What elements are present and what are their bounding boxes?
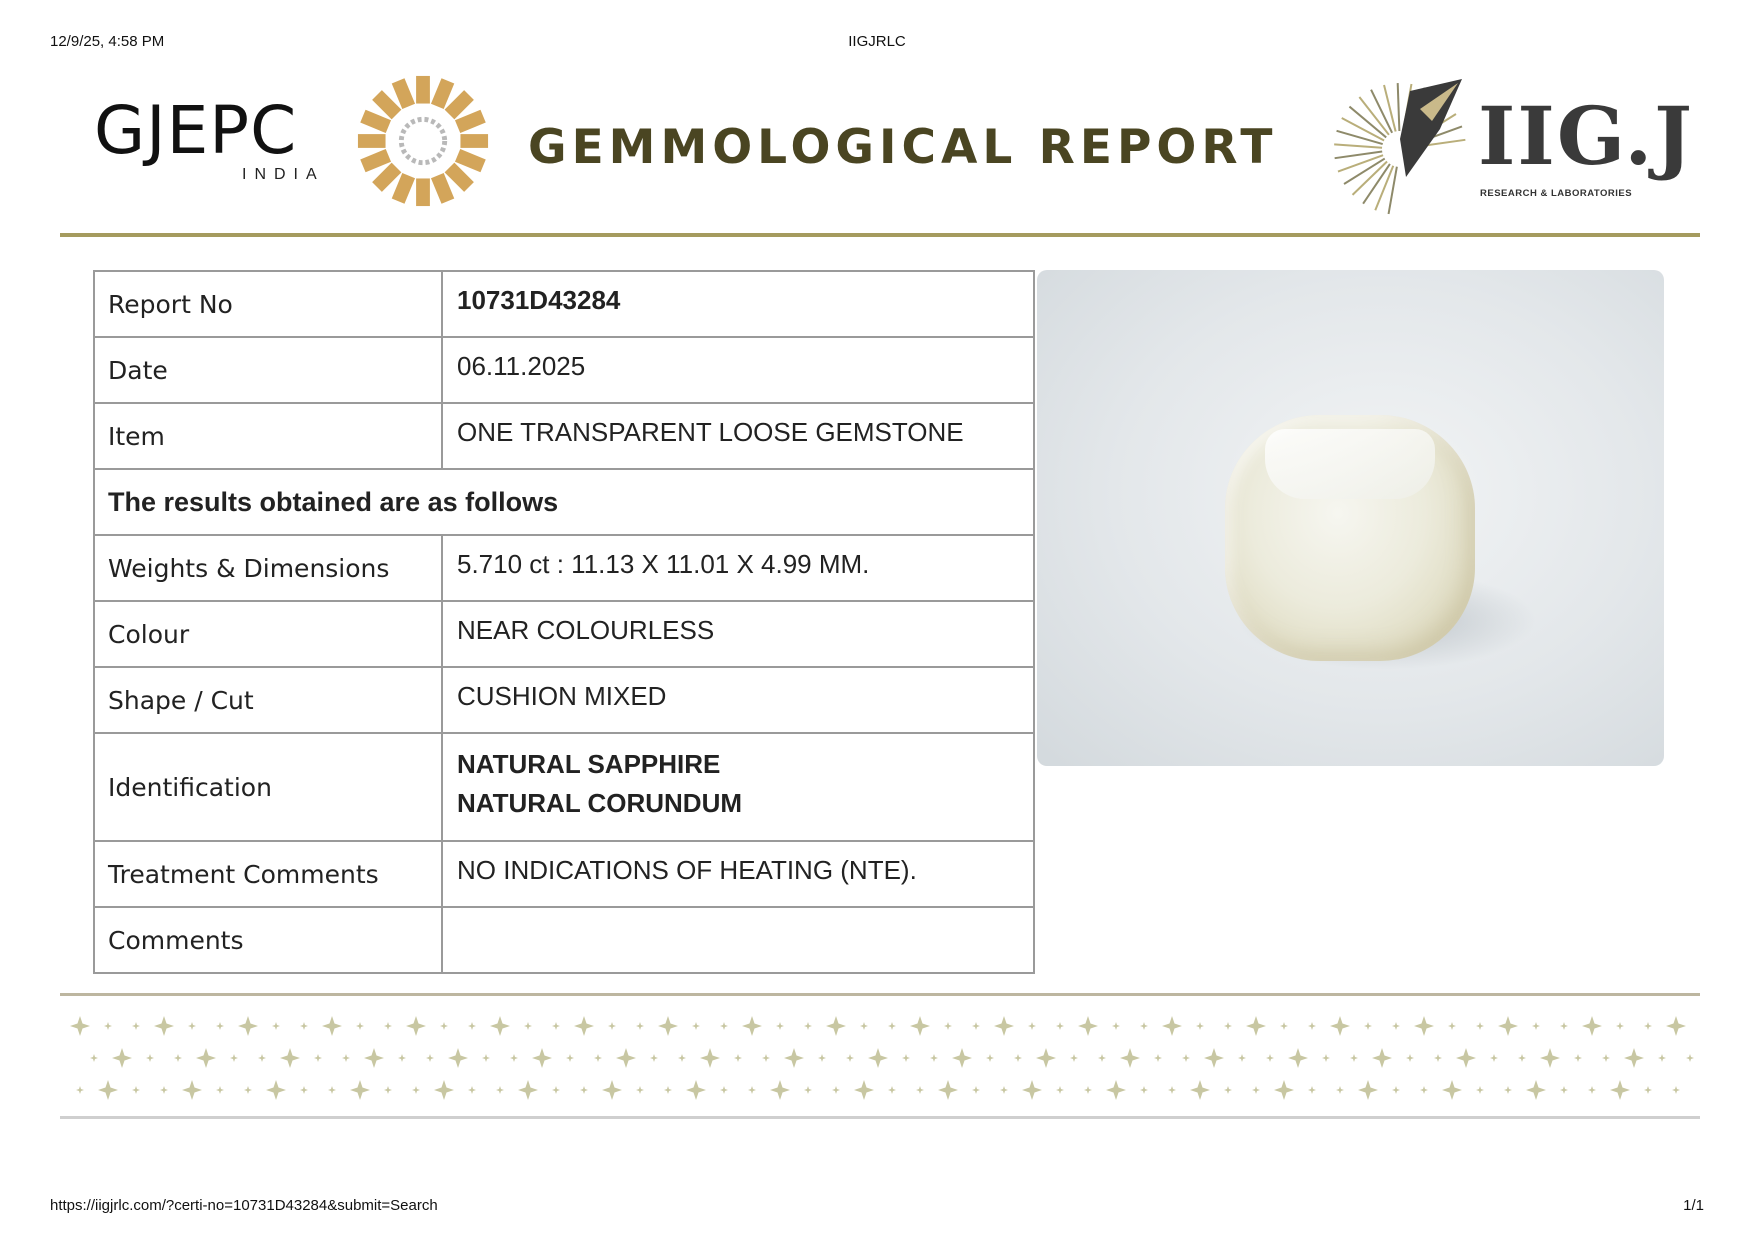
sparkle-mark <box>770 1080 790 1100</box>
sparkle-mark <box>1414 1016 1434 1036</box>
sparkle-mark <box>986 1054 994 1062</box>
report-no-label: Report No <box>94 271 442 337</box>
sparkle-mark <box>748 1086 756 1094</box>
sparkle-mark <box>1490 1054 1498 1062</box>
sparkle-mark <box>854 1080 874 1100</box>
sparkle-mark <box>146 1054 154 1062</box>
sparkle-mark <box>1406 1054 1414 1062</box>
sparkle-mark <box>552 1022 560 1030</box>
sparkle-mark <box>1610 1080 1630 1100</box>
sparkle-mark <box>1308 1086 1316 1094</box>
sparkle-mark <box>650 1054 658 1062</box>
sparkle-mark <box>1084 1086 1092 1094</box>
item-value: ONE TRANSPARENT LOOSE GEMSTONE <box>442 403 1034 469</box>
sparkle-mark <box>1448 1022 1456 1030</box>
sparkle-mark <box>216 1022 224 1030</box>
sparkle-mark <box>678 1054 686 1062</box>
sparkle-mark <box>90 1054 98 1062</box>
sparkle-mark <box>1582 1016 1602 1036</box>
sparkle-mark <box>434 1080 454 1100</box>
sparkle-mark <box>230 1054 238 1062</box>
sparkle-mark <box>1238 1054 1246 1062</box>
sparkle-mark <box>1658 1054 1666 1062</box>
sparkle-mark <box>602 1080 622 1100</box>
sparkle-mark <box>112 1048 132 1068</box>
iigj-logo-word: IIG.J <box>1478 89 1695 183</box>
comments-value <box>442 907 1034 973</box>
sparkle-mark <box>636 1022 644 1030</box>
shape-cut-value: CUSHION MIXED <box>442 667 1034 733</box>
sparkle-mark <box>1224 1022 1232 1030</box>
sparkle-mark <box>76 1086 84 1094</box>
sparkle-mark <box>1504 1086 1512 1094</box>
sparkle-mark <box>440 1022 448 1030</box>
table-row <box>94 841 1034 907</box>
sparkle-mark <box>132 1022 140 1030</box>
sparkle-mark <box>742 1016 762 1036</box>
sparkle-mark <box>266 1080 286 1100</box>
sparkle-mark <box>972 1022 980 1030</box>
sparkle-mark <box>1392 1022 1400 1030</box>
iigj-logo-sub: RESEARCH & LABORATORIES <box>1480 188 1633 199</box>
sparkle-mark <box>1616 1022 1624 1030</box>
sparkle-mark <box>328 1086 336 1094</box>
sparkle-mark <box>734 1054 742 1062</box>
gemstone-facet <box>1265 429 1435 499</box>
date-value: 06.11.2025 <box>442 337 1034 403</box>
shape-cut-label: Shape / Cut <box>94 667 442 733</box>
sparkle-mark <box>1644 1086 1652 1094</box>
sparkle-mark <box>174 1054 182 1062</box>
sparkle-mark <box>1308 1022 1316 1030</box>
sparkle-mark <box>216 1086 224 1094</box>
table-row <box>94 271 1034 337</box>
sparkle-mark <box>314 1054 322 1062</box>
sparkle-mark <box>594 1054 602 1062</box>
sparkle-mark <box>356 1022 364 1030</box>
gjepc-logo-sub: INDIA <box>242 166 325 183</box>
gjepc-logo-word: GJEPC <box>94 92 298 169</box>
sparkle-mark <box>762 1054 770 1062</box>
sparkle-mark <box>720 1086 728 1094</box>
sparkle-mark <box>1022 1080 1042 1100</box>
sparkle-mark <box>888 1022 896 1030</box>
sparkle-mark <box>1162 1016 1182 1036</box>
sparkle-mark <box>1322 1054 1330 1062</box>
sparkle-mark <box>1456 1048 1476 1068</box>
item-label: Item <box>94 403 442 469</box>
sparkle-mark <box>930 1054 938 1062</box>
sparkle-mark <box>1196 1022 1204 1030</box>
sparkle-mark <box>532 1048 552 1068</box>
sparkle-mark <box>832 1086 840 1094</box>
sparkle-mark <box>1106 1080 1126 1100</box>
treatment-comments-value: NO INDICATIONS OF HEATING (NTE). <box>442 841 1034 907</box>
sun-ray <box>416 76 430 104</box>
sparkle-mark <box>300 1086 308 1094</box>
sparkle-mark <box>1288 1048 1308 1068</box>
burst-ray <box>1398 83 1400 131</box>
table-row <box>94 535 1034 601</box>
sparkle-mark <box>1190 1080 1210 1100</box>
header-divider <box>60 233 1700 237</box>
sparkle-mark <box>818 1054 826 1062</box>
sparkle-mark <box>1574 1054 1582 1062</box>
sparkle-mark <box>1358 1080 1378 1100</box>
sparkle-mark <box>1028 1022 1036 1030</box>
burst-ray <box>1353 162 1388 195</box>
identification-line-1: NATURAL SAPPHIRE <box>457 749 721 779</box>
identification-line-2: NATURAL CORUNDUM <box>457 788 743 818</box>
weights-dimensions-label: Weights & Dimensions <box>94 535 442 601</box>
colour-label: Colour <box>94 601 442 667</box>
sparkle-mark <box>1420 1086 1428 1094</box>
print-url: https://iigjrlc.com/?certi-no=10731D43284&submit=Search <box>50 1197 438 1214</box>
sparkle-mark <box>1588 1086 1596 1094</box>
sparkle-mark <box>406 1016 426 1036</box>
sparkle-mark <box>524 1022 532 1030</box>
sparkle-mark <box>944 1022 952 1030</box>
sparkle-mark <box>1036 1048 1056 1068</box>
sparkle-mark <box>98 1080 118 1100</box>
sparkle-mark <box>1476 1086 1484 1094</box>
sparkle-mark <box>902 1054 910 1062</box>
sparkle-pattern-icon <box>60 996 1700 1116</box>
sparkle-mark <box>1336 1086 1344 1094</box>
sparkle-mark <box>1372 1048 1392 1068</box>
table-row <box>94 667 1034 733</box>
sparkle-mark <box>244 1086 252 1094</box>
identification-value <box>442 733 1034 841</box>
print-datetime: 12/9/25, 4:58 PM <box>50 33 165 50</box>
sparkle-mark <box>616 1048 636 1068</box>
sparkle-mark <box>1560 1022 1568 1030</box>
gjepc-sun-icon <box>354 72 492 210</box>
sun-ray <box>358 134 386 148</box>
sparkle-mark <box>518 1080 538 1100</box>
sparkle-mark <box>238 1016 258 1036</box>
sparkle-mark <box>398 1054 406 1062</box>
sparkle-mark <box>608 1022 616 1030</box>
sparkle-mark <box>700 1048 720 1068</box>
sparkle-mark <box>1532 1022 1540 1030</box>
sparkle-mark <box>1518 1054 1526 1062</box>
burst-ray <box>1384 85 1396 132</box>
sparkle-mark <box>1070 1054 1078 1062</box>
print-page-number: 1/1 <box>1683 1197 1704 1214</box>
gemstone-image <box>1225 415 1475 661</box>
sparkle-mark <box>342 1054 350 1062</box>
sparkle-mark <box>482 1054 490 1062</box>
print-site-title: IIGJRLC <box>848 33 906 50</box>
sparkle-mark <box>1442 1080 1462 1100</box>
sparkle-mark <box>784 1048 804 1068</box>
sparkle-mark <box>566 1054 574 1062</box>
table-row <box>94 601 1034 667</box>
page-title: GEMMOLOGICAL REPORT <box>528 120 1278 175</box>
sparkle-mark <box>132 1086 140 1094</box>
identification-label: Identification <box>94 733 442 841</box>
weights-dimensions-value: 5.710 ct : 11.13 X 11.01 X 4.99 MM. <box>442 535 1034 601</box>
date-label: Date <box>94 337 442 403</box>
sparkle-mark <box>1666 1016 1686 1036</box>
sparkle-mark <box>1112 1022 1120 1030</box>
sparkle-mark <box>1434 1054 1442 1062</box>
sparkle-mark <box>1224 1086 1232 1094</box>
sparkle-mark <box>1350 1054 1358 1062</box>
sparkle-mark <box>860 1022 868 1030</box>
sparkle-mark <box>1168 1086 1176 1094</box>
sparkle-mark <box>776 1022 784 1030</box>
sparkle-mark <box>1078 1016 1098 1036</box>
sparkle-mark <box>658 1016 678 1036</box>
colour-value: NEAR COLOURLESS <box>442 601 1034 667</box>
sparkle-mark <box>574 1016 594 1036</box>
sparkle-mark <box>1246 1016 1266 1036</box>
sparkle-mark <box>1392 1086 1400 1094</box>
sun-ray <box>460 134 488 148</box>
sparkle-mark <box>888 1086 896 1094</box>
sparkle-mark <box>1204 1048 1224 1068</box>
sparkle-mark <box>1498 1016 1518 1036</box>
sparkle-mark <box>160 1086 168 1094</box>
sparkle-mark <box>994 1016 1014 1036</box>
sparkle-mark <box>350 1080 370 1100</box>
sparkle-mark <box>938 1080 958 1100</box>
sun-ray <box>416 178 430 206</box>
sparkle-mark <box>1330 1016 1350 1036</box>
sparkle-mark <box>384 1086 392 1094</box>
sparkle-mark <box>384 1022 392 1030</box>
table-row <box>94 337 1034 403</box>
sparkle-mark <box>1644 1022 1652 1030</box>
results-heading: The results obtained are as follows <box>94 469 1034 535</box>
table-row <box>94 733 1034 841</box>
sparkle-mark <box>182 1080 202 1100</box>
sparkle-mark <box>1182 1054 1190 1062</box>
sparkle-mark <box>1560 1086 1568 1094</box>
sparkle-mark <box>272 1022 280 1030</box>
sparkle-mark <box>1056 1022 1064 1030</box>
sparkle-mark <box>910 1016 930 1036</box>
sparkle-mark <box>1140 1022 1148 1030</box>
sparkle-mark <box>952 1048 972 1068</box>
sparkle-mark <box>1140 1086 1148 1094</box>
sparkle-mark <box>448 1048 468 1068</box>
sparkle-mark <box>1014 1054 1022 1062</box>
sparkle-mark <box>826 1016 846 1036</box>
sparkle-mark <box>1364 1022 1372 1030</box>
sparkle-mark <box>1120 1048 1140 1068</box>
sparkle-mark <box>364 1048 384 1068</box>
sparkle-mark <box>868 1048 888 1068</box>
sparkle-mark <box>1602 1054 1610 1062</box>
sparkle-mark <box>490 1016 510 1036</box>
sparkle-mark <box>1154 1054 1162 1062</box>
treatment-comments-label: Treatment Comments <box>94 841 442 907</box>
sparkle-mark <box>1476 1022 1484 1030</box>
sparkle-mark <box>1672 1086 1680 1094</box>
sparkle-mark <box>322 1016 342 1036</box>
burst-ray <box>1334 144 1382 147</box>
sparkle-mark <box>1098 1054 1106 1062</box>
sparkle-mark <box>1274 1080 1294 1100</box>
iigj-logo <box>1330 76 1695 226</box>
decorative-pattern-band <box>60 993 1700 1119</box>
sparkle-mark <box>1252 1086 1260 1094</box>
burst-ray <box>1337 131 1383 144</box>
report-no-value: 10731D43284 <box>442 271 1034 337</box>
sparkle-mark <box>1540 1048 1560 1068</box>
sparkle-mark <box>972 1086 980 1094</box>
sparkle-mark <box>280 1048 300 1068</box>
sparkle-mark <box>636 1086 644 1094</box>
gemstone-photo <box>1037 270 1664 766</box>
sparkle-mark <box>412 1086 420 1094</box>
sparkle-mark <box>468 1086 476 1094</box>
sparkle-mark <box>104 1022 112 1030</box>
sparkle-mark <box>552 1086 560 1094</box>
comments-label: Comments <box>94 907 442 973</box>
sparkle-mark <box>804 1022 812 1030</box>
sparkle-mark <box>188 1022 196 1030</box>
sparkle-mark <box>1686 1054 1694 1062</box>
sparkle-mark <box>510 1054 518 1062</box>
sparkle-mark <box>468 1022 476 1030</box>
sparkle-mark <box>426 1054 434 1062</box>
table-row <box>94 403 1034 469</box>
sparkle-mark <box>1056 1086 1064 1094</box>
sparkle-mark <box>580 1086 588 1094</box>
sparkle-mark <box>300 1022 308 1030</box>
table-row <box>94 907 1034 973</box>
sparkle-mark <box>692 1022 700 1030</box>
sparkle-mark <box>1266 1054 1274 1062</box>
sparkle-mark <box>1000 1086 1008 1094</box>
starburst-icon <box>1330 76 1470 222</box>
sparkle-mark <box>804 1086 812 1094</box>
sparkle-mark <box>1624 1048 1644 1068</box>
sparkle-mark <box>496 1086 504 1094</box>
sparkle-mark <box>916 1086 924 1094</box>
sparkle-mark <box>1526 1080 1546 1100</box>
gjepc-logo <box>92 72 492 212</box>
table-row <box>94 469 1034 535</box>
sparkle-mark <box>1280 1022 1288 1030</box>
report-table <box>93 270 1035 974</box>
sparkle-mark <box>720 1022 728 1030</box>
sparkle-mark <box>196 1048 216 1068</box>
sparkle-mark <box>258 1054 266 1062</box>
sparkle-mark <box>664 1086 672 1094</box>
sparkle-mark <box>846 1054 854 1062</box>
sparkle-mark <box>70 1016 90 1036</box>
sparkle-mark <box>154 1016 174 1036</box>
sparkle-mark <box>686 1080 706 1100</box>
